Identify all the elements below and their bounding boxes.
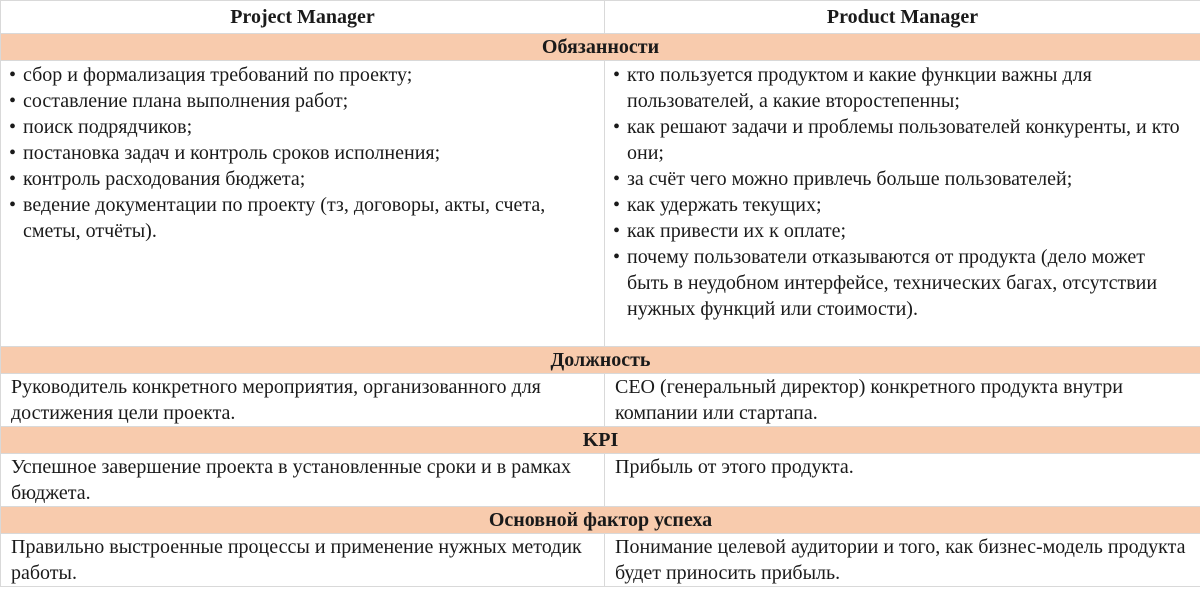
- list-item: • почему пользователи отказываются от продукта (дело может быть в неудобном интерфейсе, технических багах, отсутствии нужных функций или стоимости).: [613, 244, 1190, 322]
- list-item: • поиск подрядчиков;: [9, 114, 594, 140]
- kpi-product-manager: Прибыль от этого продукта.: [605, 454, 1200, 507]
- kpi-project-manager: Успешное завершение проекта в установленные сроки и в рамках бюджета.: [1, 454, 605, 507]
- duties-row: [1, 61, 1200, 347]
- list-item: • как привести их к оплате;: [613, 218, 1190, 244]
- success-product-manager: Понимание целевой аудитории и того, как бизнес-модель продукта будет приносить прибыль.: [605, 534, 1200, 587]
- list-item: • как удержать текущих;: [613, 192, 1190, 218]
- list-item: • постановка задач и контроль сроков исполнения;: [9, 140, 594, 166]
- success-row: [1, 534, 1200, 587]
- kpi-row: [1, 454, 1200, 507]
- header-project-manager: Project Manager: [1, 1, 605, 34]
- success-project-manager: Правильно выстроенные процессы и применение нужных методик работы.: [1, 534, 605, 587]
- duties-list-project: [9, 62, 594, 244]
- section-row-position: [1, 347, 1200, 374]
- list-item: • за счёт чего можно привлечь больше пользователей;: [613, 166, 1190, 192]
- section-row-success: [1, 507, 1200, 534]
- list-item: • составление плана выполнения работ;: [9, 88, 594, 114]
- position-project-manager: Руководитель конкретного мероприятия, организованного для достижения цели проекта.: [1, 374, 605, 427]
- list-item: • как решают задачи и проблемы пользователей конкуренты, и кто они;: [613, 114, 1190, 166]
- duties-list-product: [613, 62, 1190, 322]
- duties-project-manager: [1, 61, 605, 347]
- list-item: • контроль расходования бюджета;: [9, 166, 594, 192]
- section-row-kpi: [1, 427, 1200, 454]
- section-title-duties: Обязанности: [1, 34, 1200, 61]
- section-title-kpi: KPI: [1, 427, 1200, 454]
- section-row-duties: [1, 34, 1200, 61]
- position-row: [1, 374, 1200, 427]
- list-item: • сбор и формализация требований по проекту;: [9, 62, 594, 88]
- list-item: • кто пользуется продуктом и какие функции важны для пользователей, а какие второстепенны;: [613, 62, 1190, 114]
- header-product-manager: Product Manager: [605, 1, 1200, 34]
- list-item: • ведение документации по проекту (тз, договоры, акты, счета, сметы, отчёты).: [9, 192, 594, 244]
- section-title-position: Должность: [1, 347, 1200, 374]
- header-row: [1, 1, 1200, 34]
- section-title-success: Основной фактор успеха: [1, 507, 1200, 534]
- position-product-manager: CEO (генеральный директор) конкретного продукта внутри компании или стартапа.: [605, 374, 1200, 427]
- duties-product-manager: [605, 61, 1200, 347]
